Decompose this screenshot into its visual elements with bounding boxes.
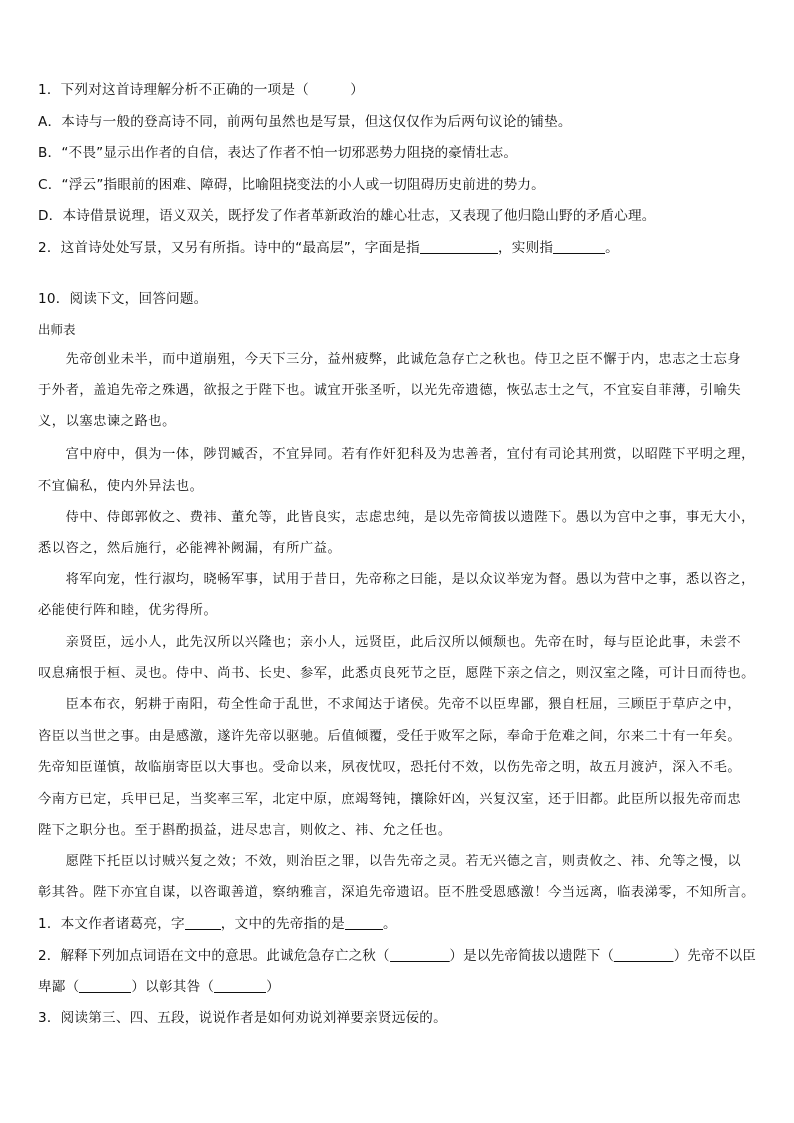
passage-line: 于外者，盖追先帝之殊遇，欲报之于陛下也。诚宜开张圣听，以光先帝遗德，恢弘志士之气，不宜妄自菲薄，引喻失 — [38, 383, 742, 398]
answer-blank[interactable] — [185, 915, 221, 930]
passage-line: 亲贤臣，远小人，此先汉所以兴隆也；亲小人，远贤臣，此后汉所以倾颓也。先帝在时，每与臣论此事，未尝不 — [38, 635, 742, 650]
passage-line: 愿陛下托臣以讨贼兴复之效；不效，则治臣之罪，以告先帝之灵。若无兴德之言，则责攸之、祎、允等之慢，以 — [38, 854, 742, 869]
passage-line: 宫中府中，俱为一体，陟罚臧否，不宜异同。若有作奸犯科及为忠善者，宜付有司论其刑赏，以昭陛下平明之理， — [38, 447, 755, 462]
sub-question-1-text-b: ，文中的先帝指的是 — [220, 916, 345, 932]
sub-question-1-text-a: 1．本文作者诸葛亮，字 — [38, 916, 185, 932]
sub-question-3: 3．阅读第三、四、五段，说说作者是如何劝说刘禅要亲贤远佞的。 — [38, 1010, 447, 1026]
option-c: C．“浮云”指眼前的困难、障碍，比喻阻挠变法的小人或一切阻碍历史前进的势力。 — [38, 177, 545, 193]
answer-blank[interactable] — [614, 947, 674, 962]
passage-line: 不宜偏私，使内外异法也。 — [38, 479, 204, 494]
passage-line: 彰其咎。陛下亦宜自谋，以咨诹善道，察纳雅言，深追先帝遗诏。臣不胜受恩感激！今当远离，临表涕零，不知所言。 — [38, 885, 755, 900]
sub-question-1-text-c: 。 — [382, 916, 397, 932]
option-b: B．“不畏”显示出作者的自信，表达了作者不怕一切邪恶势力阻挠的豪情壮志。 — [38, 145, 518, 161]
sub-question-2-text-d: 卑鄙（ — [38, 979, 80, 995]
passage-line: 咨臣以当世之事。由是感激，遂许先帝以驱驰。后值倾覆，受任于败军之际，奉命于危难之间，尔来二十有一年矣。 — [38, 729, 742, 744]
sub-question-2 — [38, 946, 756, 966]
sub-question-2-text-e: ）以彰其咎（ — [131, 979, 215, 995]
sub-question-1 — [38, 914, 397, 934]
passage-line: 臣本布衣，躬耕于南阳，苟全性命于乱世，不求闻达于诸侯。先帝不以臣卑鄙，猥自枉屈，三顾臣于草庐之中， — [38, 697, 742, 712]
question-1: 1．下列对这首诗理解分析不正确的一项是（ ） — [38, 82, 365, 98]
passage-line: 义，以塞忠谏之路也。 — [38, 414, 176, 429]
passage-line: 悉以咨之，然后施行，必能裨补阙漏，有所广益。 — [38, 541, 342, 556]
answer-blank[interactable] — [553, 239, 605, 254]
sub-question-2-text-a: 2．解释下列加点词语在文中的意思。此诚危急存亡之秋（ — [38, 948, 390, 964]
answer-blank[interactable] — [214, 978, 266, 993]
sub-question-2-text-b: ）是以先帝简拔以遗陛下（ — [449, 948, 615, 964]
question-2-text-c: 。 — [605, 240, 619, 256]
answer-blank[interactable] — [390, 947, 450, 962]
passage-line: 叹息痛恨于桓、灵也。侍中、尚书、长史、参军，此悉贞良死节之臣，愿陛下亲之信之，则汉室之隆，可计日而待也。 — [38, 666, 755, 681]
section-10-heading: 10．阅读下文，回答问题。 — [38, 291, 208, 307]
question-2 — [38, 238, 619, 258]
question-2-text-a: 2．这首诗处处写景，又另有所指。诗中的“最高层”，字面是指 — [38, 240, 420, 256]
sub-question-2-text-f: ） — [266, 979, 280, 995]
passage-line: 陛下之职分也。至于斟酌损益，进尽忠言，则攸之、祎、允之任也。 — [38, 823, 452, 838]
option-a: A．本诗与一般的登高诗不同，前两句虽然也是写景，但这仅仅作为后两句议论的铺垫。 — [38, 114, 572, 130]
passage-line: 侍中、侍郎郭攸之、费祎、董允等，此皆良实，志虑忠纯，是以先帝简拔以遗陛下。愚以为宫中之事，事无大小， — [38, 510, 755, 525]
passage-line: 今南方已定，兵甲已足，当奖率三军，北定中原，庶竭驽钝，攘除奸凶，兴复汉室，还于旧都。此臣所以报先帝而忠 — [38, 792, 742, 807]
answer-blank[interactable] — [420, 239, 498, 254]
sub-question-2-text-c: ）先帝不以臣 — [673, 948, 757, 964]
sub-question-2-continued — [38, 977, 280, 997]
question-2-text-b: ，实则指 — [497, 240, 554, 256]
passage-line: 将军向宠，性行淑均，晓畅军事，试用于昔日，先帝称之曰能，是以众议举宠为督。愚以为营中之事，悉以咨之， — [38, 572, 755, 587]
passage-title: 出师表 — [38, 322, 76, 337]
answer-blank[interactable] — [79, 978, 131, 993]
passage-line: 先帝创业未半，而中道崩殂，今天下三分，益州疲弊，此诚危急存亡之秋也。侍卫之臣不懈于内，忠志之士忘身 — [38, 352, 742, 367]
answer-blank[interactable] — [345, 915, 383, 930]
option-d: D．本诗借景说理，语义双关，既抒发了作者革新政治的雄心壮志，又表现了他归隐山野的矛盾心理。 — [38, 208, 656, 224]
passage-line: 先帝知臣谨慎，故临崩寄臣以大事也。受命以来，夙夜忧叹，恐托付不效，以伤先帝之明，故五月渡泸，深入不毛。 — [38, 760, 742, 775]
passage-line: 必能使行阵和睦，优劣得所。 — [38, 603, 218, 618]
